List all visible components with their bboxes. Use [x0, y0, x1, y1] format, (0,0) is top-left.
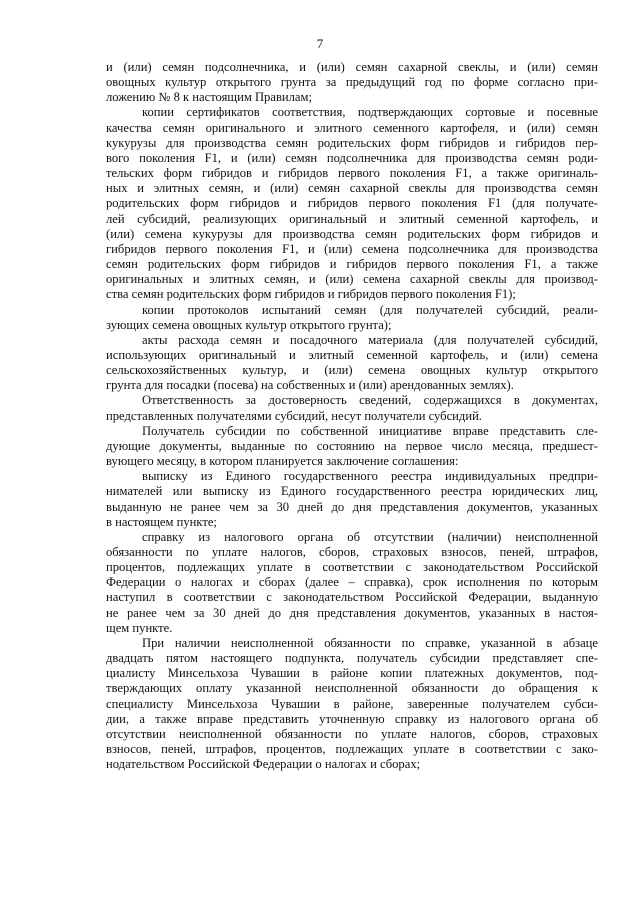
text-line: копии протоколов испытаний семян (для получателей субсидий, реали-: [142, 302, 598, 317]
text-line: наступил в соответствии с законодательством Российской Федерации, выданную: [106, 590, 598, 605]
text-line: справку из налогового органа об отсутствии (наличии) неисполненной: [142, 529, 598, 544]
text-line: При наличии неисполненной обязанности по справке, указанной в абзаце: [142, 635, 598, 650]
text-line: акты расхода семян и посадочного материала (для получателей субсидий,: [142, 332, 598, 347]
text-line: оригинальных и элитных семян, и (или) семена сахарной свеклы для производ-: [106, 272, 598, 287]
text-line: двадцать пятом настоящего подпункта, получатель субсидии представляет спе-: [106, 651, 598, 666]
text-line: использующих оригинальный и элитный семенной картофель, и (или) семена: [106, 347, 598, 362]
text-line: взносов, пеней, штрафов, процентов, подлежащих уплате в соответствии с зако-: [106, 742, 598, 757]
text-line: в настоящем пункте;: [106, 514, 217, 529]
text-line: (или) семена кукурузы для производства семян родительских форм гибридов и: [106, 226, 598, 241]
text-line: щем пункте.: [106, 620, 173, 635]
text-line: Получатель субсидии по собственной инициативе вправе представить сле-: [142, 423, 598, 438]
text-line: циалисту Минсельхоза Чувашии в районе копии платежных документов, под-: [106, 666, 598, 681]
text-line: кукурузы для производства семян родительских форм гибридов и гибридов пер-: [106, 135, 598, 150]
text-line: и (или) семян подсолнечника, и (или) семян сахарной свеклы, и (или) семян: [106, 60, 598, 74]
text-line: Ответственность за достоверность сведений, содержащихся в документах,: [142, 393, 598, 408]
text-line: не ранее чем за 30 дней до дня представления документов, указанных в настоя-: [106, 605, 598, 620]
text-line: процентов, подлежащих уплате в соответствии с законодательством Российской: [106, 560, 598, 575]
text-line: дующие документы, выданные по состоянию на первое число месяца, предшест-: [106, 438, 598, 453]
text-line: овощных культур открытого грунта за предыдущий год по форме согласно при-: [106, 75, 598, 90]
text-line: ных и элитных семян, и (или) семян сахарной свеклы для производства семян: [106, 181, 598, 196]
text-line: обязанности по уплате налогов, сборов, страховых взносов, пеней, штрафов,: [106, 545, 598, 559]
page-number: 7: [316, 36, 324, 51]
text-line: выданную не ранее чем за 30 дней до дня представления документов, указанных: [106, 499, 598, 514]
text-line: сельскохозяйственных культур, и (или) семена овощных культур открытого: [106, 363, 598, 378]
text-line: ложению № 8 к настоящим Правилам;: [106, 90, 312, 105]
text-line: специалисту Минсельхоза Чувашии в районе, заверенные получателем субси-: [106, 696, 598, 711]
text-line: родительских форм гибридов и гибридов первого поколения F1 (для получате-: [106, 196, 598, 211]
text-line: представленных получателями субсидий, несут получатели субсидий.: [106, 408, 482, 423]
text-line: качества семян оригинального и элитного семенного картофеля, и (или) семян: [106, 120, 598, 135]
text-line: вующего месяцу, в котором планируется заключение соглашения:: [106, 454, 459, 469]
text-line: нодательством Российской Федерации о налогах и сборах;: [106, 757, 421, 772]
text-line: дии, а также вправе представить уточненную справку из налогового органа об: [106, 711, 598, 726]
document-body: [106, 60, 598, 772]
text-line: Федерации о налогах и сборах (далее – справка), срок исполнения по которым: [106, 575, 598, 590]
text-line: семян родительских форм гибридов и гибридов первого поколения F1, а также: [106, 257, 598, 272]
text-line: тверждающих оплату указанной неисполненной обязанности до обращения к: [106, 681, 598, 696]
text-line: копии сертификатов соответствия, подтверждающих сортовые и посевные: [142, 105, 598, 120]
text-line: выписку из Единого государственного реестра индивидуальных предпри-: [142, 469, 598, 484]
text-line: нимателей или выписку из Единого государственного реестра юридических лиц,: [106, 484, 598, 499]
text-line: лей субсидий, реализующих оригинальный и элитный семенной картофель, и: [106, 211, 598, 226]
text-line: гибридов первого поколения F1, и (или) семена подсолнечника для производства: [106, 241, 598, 256]
text-line: ства семян родительских форм гибридов и гибридов первого поколения F1);: [106, 287, 516, 302]
text-line: отсутствии неисполненной обязанности по уплате налогов, сборов, страховых: [106, 726, 598, 741]
text-line: зующих семена овощных культур открытого грунта);: [106, 317, 392, 332]
text-line: тельских форм гибридов и гибридов первого поколения F1, а также оригиналь-: [106, 166, 598, 181]
text-line: грунта для посадки (посева) на собственных и (или) арендованных землях).: [106, 378, 514, 393]
text-line: вого поколения F1, и (или) семян подсолнечника для производства семян роди-: [106, 150, 598, 165]
